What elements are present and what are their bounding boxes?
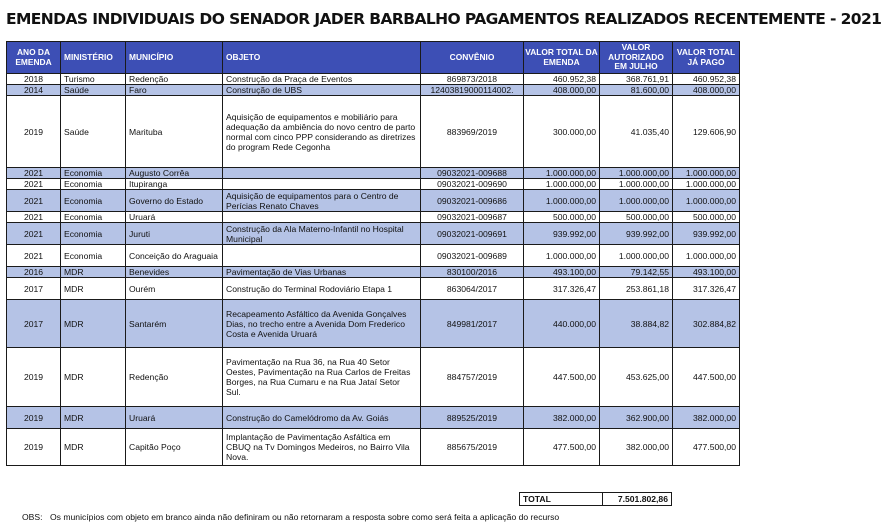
cell-municipio: Itupiranga — [126, 179, 223, 190]
table-row — [7, 429, 740, 466]
header-ano: ANO DA EMENDA — [7, 42, 61, 74]
table-row — [7, 85, 740, 96]
cell-pago: 939.992,00 — [673, 223, 740, 245]
cell-ano: 2016 — [7, 267, 61, 278]
cell-convenio: 09032021-009691 — [421, 223, 524, 245]
cell-objeto: Recapeamento Asfáltico da Avenida Gonçalves Dias, no trecho entre a Avenida Dom Frederico Costa e Avenida Uruará — [223, 300, 421, 348]
cell-ano: 2018 — [7, 74, 61, 85]
cell-objeto: Construção da Praça de Eventos — [223, 74, 421, 85]
cell-autorizado: 500.000,00 — [600, 212, 673, 223]
cell-ano: 2017 — [7, 300, 61, 348]
cell-total: 440.000,00 — [524, 300, 600, 348]
cell-ministerio: MDR — [61, 348, 126, 407]
table-header-row — [7, 42, 740, 74]
cell-objeto: Construção de UBS — [223, 85, 421, 96]
cell-municipio: Marituba — [126, 96, 223, 168]
table-row — [7, 267, 740, 278]
table-row — [7, 223, 740, 245]
cell-municipio: Conceição do Araguaia — [126, 245, 223, 267]
total-box — [519, 492, 672, 506]
cell-objeto — [223, 212, 421, 223]
cell-objeto — [223, 245, 421, 267]
obs-label: OBS: — [22, 512, 43, 522]
cell-municipio: Governo do Estado — [126, 190, 223, 212]
cell-objeto — [223, 179, 421, 190]
cell-autorizado: 368.761,91 — [600, 74, 673, 85]
cell-municipio: Redenção — [126, 74, 223, 85]
table-row — [7, 179, 740, 190]
cell-autorizado: 1.000.000,00 — [600, 245, 673, 267]
cell-total: 1.000.000,00 — [524, 190, 600, 212]
cell-convenio: 09032021-009688 — [421, 168, 524, 179]
cell-autorizado: 939.992,00 — [600, 223, 673, 245]
cell-pago: 447.500,00 — [673, 348, 740, 407]
cell-ministerio: Turismo — [61, 74, 126, 85]
cell-autorizado: 1.000.000,00 — [600, 190, 673, 212]
cell-convenio: 863064/2017 — [421, 278, 524, 300]
cell-convenio: 09032021-009686 — [421, 190, 524, 212]
cell-ano: 2019 — [7, 348, 61, 407]
cell-ano: 2021 — [7, 212, 61, 223]
cell-convenio: 885675/2019 — [421, 429, 524, 466]
cell-convenio: 09032021-009687 — [421, 212, 524, 223]
cell-total: 939.992,00 — [524, 223, 600, 245]
table-row — [7, 245, 740, 267]
header-valor-total: VALOR TOTAL DA EMENDA — [524, 42, 600, 74]
cell-ano: 2021 — [7, 190, 61, 212]
table-row — [7, 96, 740, 168]
cell-autorizado: 81.600,00 — [600, 85, 673, 96]
cell-ministerio: MDR — [61, 267, 126, 278]
cell-pago: 477.500,00 — [673, 429, 740, 466]
cell-ano: 2021 — [7, 223, 61, 245]
cell-pago: 408.000,00 — [673, 85, 740, 96]
cell-pago: 1.000.000,00 — [673, 168, 740, 179]
header-valor-autorizado: VALOR AUTORIZADO EM JULHO — [600, 42, 673, 74]
header-ministerio: MINISTÉRIO — [61, 42, 126, 74]
cell-pago: 1.000.000,00 — [673, 190, 740, 212]
cell-autorizado: 1.000.000,00 — [600, 179, 673, 190]
cell-total: 1.000.000,00 — [524, 179, 600, 190]
cell-municipio: Ourém — [126, 278, 223, 300]
cell-total: 500.000,00 — [524, 212, 600, 223]
cell-ministerio: Economia — [61, 223, 126, 245]
cell-objeto: Pavimentação de Vias Urbanas — [223, 267, 421, 278]
cell-ano: 2019 — [7, 96, 61, 168]
cell-municipio: Santarém — [126, 300, 223, 348]
cell-convenio: 12403819000114002. — [421, 85, 524, 96]
cell-municipio: Faro — [126, 85, 223, 96]
cell-objeto: Pavimentação na Rua 36, na Rua 40 Setor Oestes, Pavimentação na Rua Carlos de Freitas Borges, na Rua Cumaru e na Rua Jataí Setor Sul. — [223, 348, 421, 407]
cell-autorizado: 453.625,00 — [600, 348, 673, 407]
cell-pago: 302.884,82 — [673, 300, 740, 348]
cell-ministerio: MDR — [61, 300, 126, 348]
table-row — [7, 300, 740, 348]
total-value: 7.501.802,86 — [603, 493, 672, 506]
cell-ministerio: Economia — [61, 245, 126, 267]
cell-ano: 2021 — [7, 245, 61, 267]
cell-total: 317.326,47 — [524, 278, 600, 300]
cell-objeto: Construção da Ala Materno-Infantil no Hospital Municipal — [223, 223, 421, 245]
header-municipio: MUNICÍPIO — [126, 42, 223, 74]
cell-municipio: Augusto Corrêa — [126, 168, 223, 179]
cell-convenio: 09032021-009690 — [421, 179, 524, 190]
cell-total: 493.100,00 — [524, 267, 600, 278]
header-valor-pago: VALOR TOTAL JÁ PAGO — [673, 42, 740, 74]
cell-pago: 382.000,00 — [673, 407, 740, 429]
obs-text: Os municípios com objeto em branco ainda não definiram ou não retornaram a resposta sobre como será feita a aplicação do recurso — [50, 512, 560, 522]
cell-total: 300.000,00 — [524, 96, 600, 168]
cell-ministerio: Economia — [61, 168, 126, 179]
cell-autorizado: 79.142,55 — [600, 267, 673, 278]
cell-municipio: Redenção — [126, 348, 223, 407]
cell-total: 477.500,00 — [524, 429, 600, 466]
cell-pago: 493.100,00 — [673, 267, 740, 278]
table-row — [7, 348, 740, 407]
cell-municipio: Capitão Poço — [126, 429, 223, 466]
cell-autorizado: 1.000.000,00 — [600, 168, 673, 179]
cell-objeto: Implantação de Pavimentação Asfáltica em CBUQ na Tv Domingos Medeiros, no Bairro Vila Nova. — [223, 429, 421, 466]
cell-pago: 129.606,90 — [673, 96, 740, 168]
cell-convenio: 09032021-009689 — [421, 245, 524, 267]
cell-autorizado: 38.884,82 — [600, 300, 673, 348]
page-title: EMENDAS INDIVIDUAIS DO SENADOR JADER BARBALHO PAGAMENTOS REALIZADOS RECENTEMENTE - 2021 — [6, 10, 881, 28]
cell-pago: 500.000,00 — [673, 212, 740, 223]
cell-convenio: 830100/2016 — [421, 267, 524, 278]
table-row — [7, 74, 740, 85]
total-label: TOTAL — [520, 493, 603, 506]
cell-pago: 1.000.000,00 — [673, 245, 740, 267]
cell-municipio: Juruti — [126, 223, 223, 245]
cell-autorizado: 253.861,18 — [600, 278, 673, 300]
cell-convenio: 889525/2019 — [421, 407, 524, 429]
cell-ministerio: Saúde — [61, 85, 126, 96]
table-row — [7, 278, 740, 300]
cell-ministerio: MDR — [61, 429, 126, 466]
cell-objeto: Construção do Camelódromo da Av. Goiás — [223, 407, 421, 429]
cell-pago: 1.000.000,00 — [673, 179, 740, 190]
cell-convenio: 869873/2018 — [421, 74, 524, 85]
cell-ano: 2019 — [7, 429, 61, 466]
cell-autorizado: 362.900,00 — [600, 407, 673, 429]
table-row — [7, 212, 740, 223]
cell-ministerio: Economia — [61, 179, 126, 190]
cell-objeto — [223, 168, 421, 179]
emendas-table — [6, 41, 740, 466]
cell-total: 1.000.000,00 — [524, 245, 600, 267]
cell-total: 1.000.000,00 — [524, 168, 600, 179]
cell-total: 447.500,00 — [524, 348, 600, 407]
cell-total: 460.952,38 — [524, 74, 600, 85]
cell-objeto: Aquisição de equipamentos e mobiliário para adequação da ambiência do novo centro de parto normal com cinco PPP considerando as diretrizes do program Rede Cegonha — [223, 96, 421, 168]
cell-municipio: Uruará — [126, 212, 223, 223]
cell-autorizado: 41.035,40 — [600, 96, 673, 168]
cell-objeto: Aquisição de equipamentos para o Centro de Perícias Renato Chaves — [223, 190, 421, 212]
cell-ano: 2017 — [7, 278, 61, 300]
cell-ministerio: Saúde — [61, 96, 126, 168]
cell-convenio: 849981/2017 — [421, 300, 524, 348]
cell-convenio: 883969/2019 — [421, 96, 524, 168]
cell-municipio: Uruará — [126, 407, 223, 429]
cell-convenio: 884757/2019 — [421, 348, 524, 407]
table-row — [7, 168, 740, 179]
cell-ministerio: Economia — [61, 212, 126, 223]
table-row — [7, 190, 740, 212]
cell-municipio: Benevides — [126, 267, 223, 278]
cell-total: 408.000,00 — [524, 85, 600, 96]
table-row — [7, 407, 740, 429]
cell-ano: 2014 — [7, 85, 61, 96]
cell-ministerio: MDR — [61, 407, 126, 429]
cell-ano: 2021 — [7, 168, 61, 179]
cell-total: 382.000,00 — [524, 407, 600, 429]
header-objeto: OBJETO — [223, 42, 421, 74]
cell-objeto: Construção do Terminal Rodoviário Etapa 1 — [223, 278, 421, 300]
header-convenio: CONVÊNIO — [421, 42, 524, 74]
cell-autorizado: 382.000,00 — [600, 429, 673, 466]
cell-ministerio: MDR — [61, 278, 126, 300]
cell-ministerio: Economia — [61, 190, 126, 212]
cell-pago: 317.326,47 — [673, 278, 740, 300]
cell-ano: 2019 — [7, 407, 61, 429]
cell-ano: 2021 — [7, 179, 61, 190]
cell-pago: 460.952,38 — [673, 74, 740, 85]
observation-note — [22, 512, 559, 522]
